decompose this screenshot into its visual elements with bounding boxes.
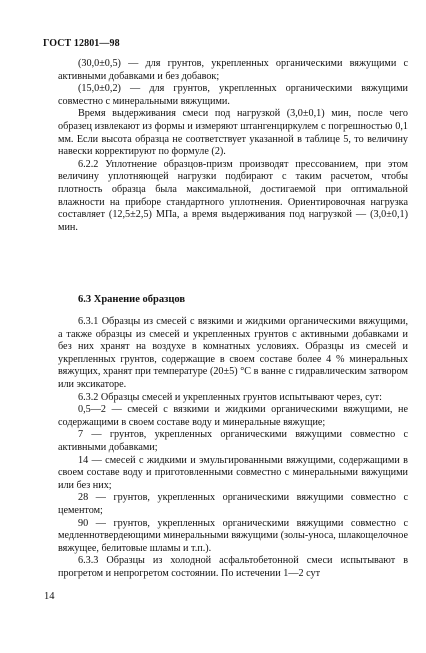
section-title-6-3: 6.3 Хранение образцов bbox=[78, 294, 186, 305]
paragraph-6-3-2: 6.3.2 Образцы смесей и укрепленных грунтов испытывают через, сут: bbox=[78, 391, 382, 403]
list-item-28: 28 — грунтов, укрепленных органическими вяжущими совместно с цементом; bbox=[58, 492, 408, 516]
paragraph-holding-time: Время выдерживания смеси под нагрузкой (3,0±0,1) мин, после чего образец извлекают из формы и измеряют штангенциркулем с погрешностью 0,1 мм. Если высота образца не соответствует указанной в таблице 5, то величину навески корректируют по формуле (2). bbox=[58, 108, 408, 158]
list-item-90: 90 — грунтов, укрепленных органическими вяжущими совместно с медленнотвердеющими минеральными вяжущими (золы-уноса, шлакощелочное вяжущее, белитовые шламы и т.п.). bbox=[58, 517, 408, 554]
paragraph-6-3-1: 6.3.1 Образцы из смесей с вязкими и жидкими органическими вяжущими, а также образцы из смесей и укрепленных грунтов с активными добавками и без них хранят на воздухе в комнатных условиях. Образцы из смесей и укрепленных грунтов, содержащие в своем составе более 4 % минеральных вяжущих, хранят при температуре (20±5) °С в ванне с гидравлическим затвором или эксикаторе. bbox=[58, 316, 408, 390]
paragraph-organic-binders-additives: (30,0±0,5) — для грунтов, укрепленных органическими вяжущими с активными добавками и без добавок; bbox=[58, 58, 408, 82]
standard-header: ГОСТ 12801—98 bbox=[43, 38, 120, 49]
text-block-top bbox=[58, 58, 408, 234]
paragraph-6-3-3: 6.3.3 Образцы из холодной асфальтобетонной смеси испытывают в прогретом и непрогретом состоянии. По истечении 1—2 сут bbox=[58, 555, 408, 579]
text-block-bottom bbox=[58, 316, 408, 580]
list-item-0-5-2: 0,5—2 — смесей с вязкими и жидкими органическими вяжущими, не содержащими в своем составе воду и минеральные вяжущие; bbox=[58, 404, 408, 428]
list-item-14: 14 — смесей с жидкими и эмульгированными вяжущими, содержащими в своем составе воду и приготовленными совместно с минеральными вяжущими или без них; bbox=[58, 454, 408, 491]
page-number: 14 bbox=[44, 591, 55, 602]
paragraph-organic-mineral-binders: (15,0±0,2) — для грунтов, укрепленных органическими вяжущими совместно с минеральными вяжущими. bbox=[58, 83, 408, 107]
list-item-7: 7 — грунтов, укрепленных органическими вяжущими совместно с активными добавками; bbox=[58, 429, 408, 453]
paragraph-6-2-2: 6.2.2 Уплотнение образцов-призм производят прессованием, при этом величину уплотняющей нагрузки подбирают с таким расчетом, чтобы плотность образца была максимальной, достигаемой при оптимальной влажности на приборе стандартного уплотнения. Ориентировочная нагрузка составляет (12,5±2,5) МПа, а время выдерживания под нагрузкой — (3,0±0,1) мин. bbox=[58, 158, 408, 233]
